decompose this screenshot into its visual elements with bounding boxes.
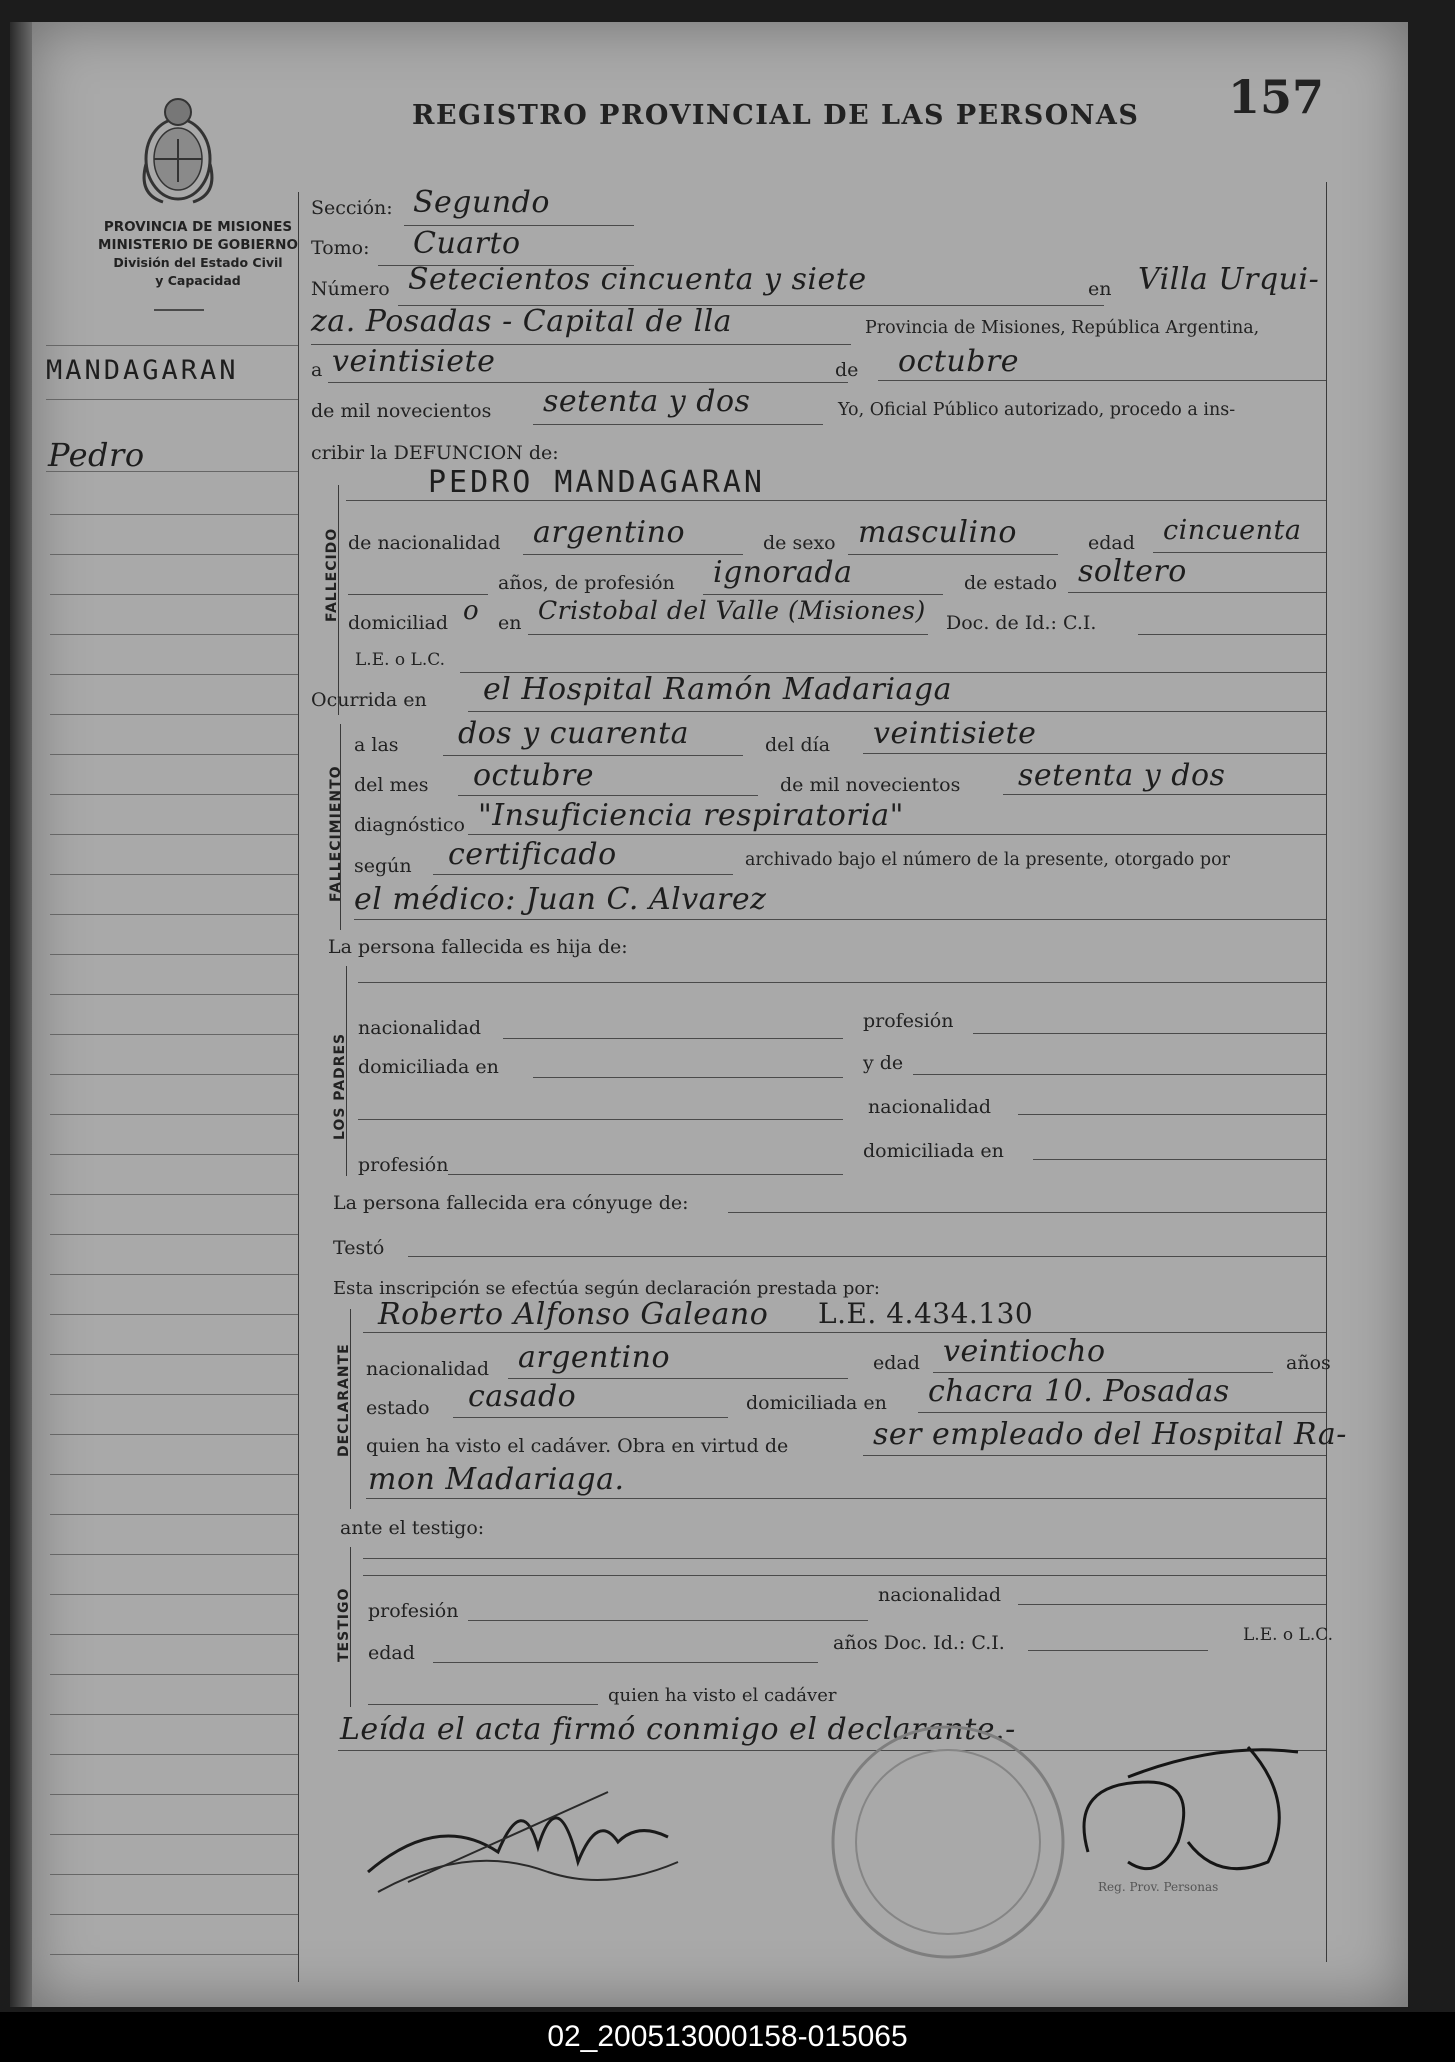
de-mil-label: de mil novecientos xyxy=(311,400,492,422)
nacionalidad-value: argentino xyxy=(533,515,686,550)
a-las-label: a las xyxy=(354,734,399,756)
declarante-name: Roberto Alfonso Galeano xyxy=(378,1297,769,1332)
en-domicilio-label: en xyxy=(498,612,522,634)
declarante-edad-value: veintiocho xyxy=(943,1334,1106,1369)
obra-virtud-value: ser empleado del Hospital Ra- xyxy=(873,1417,1347,1452)
anos-profesion-label: años, de profesión xyxy=(498,572,675,594)
year-value: setenta y dos xyxy=(543,384,751,419)
medico-value: el médico: Juan C. Alvarez xyxy=(354,882,767,917)
archivado-text: archivado bajo el número de la presente, otorgado por xyxy=(745,850,1230,870)
side-label-fallecimiento: FALLECIMIENTO xyxy=(328,765,344,902)
madre-profesion-label: profesión xyxy=(358,1154,449,1176)
estado-value: soltero xyxy=(1078,554,1187,589)
declarante-nacionalidad-value: argentino xyxy=(518,1340,671,1375)
obra-virtud-continued: mon Madariaga. xyxy=(368,1462,625,1497)
seal-underline xyxy=(154,309,204,311)
hora-value: dos y cuarenta xyxy=(458,716,690,751)
declarante-estado-line xyxy=(453,1417,728,1418)
inscripcion-text: Esta inscripción se efectúa según declaración prestada por: xyxy=(333,1278,880,1299)
nacionalidad-label: de nacionalidad xyxy=(348,532,501,554)
a-day-line xyxy=(328,382,848,383)
padre-profesion-line xyxy=(973,1033,1326,1034)
seal-ministry: MINISTERIO DE GOBIERNO xyxy=(98,237,298,253)
margin-ruled-line xyxy=(50,1914,298,1915)
margin-ruled-line xyxy=(50,954,298,955)
declarante-edad-label: edad xyxy=(873,1352,920,1374)
margin-ruled-line xyxy=(50,794,298,795)
seccion-label: Sección: xyxy=(311,197,393,219)
seccion-value: Segundo xyxy=(413,185,550,220)
declarante-nacionalidad-label: nacionalidad xyxy=(366,1358,490,1380)
ano-fallecimiento-value: setenta y dos xyxy=(1018,758,1226,793)
ocurrida-value: el Hospital Ramón Madariaga xyxy=(483,672,953,707)
profesion-value: ignorada xyxy=(713,555,853,590)
margin-ruled-line xyxy=(50,1714,298,1715)
declarante-domicilio-label: domiciliada en xyxy=(746,1392,887,1414)
margin-ruled-line xyxy=(50,1634,298,1635)
sexo-line xyxy=(848,554,1058,555)
padre-nacionalidad-label: nacionalidad xyxy=(358,1017,482,1039)
issuing-office xyxy=(68,218,328,290)
margin-ruled-line xyxy=(50,1074,298,1075)
madre-profesion-line xyxy=(448,1174,843,1175)
registry-stamp xyxy=(818,1712,1078,1972)
domicilio-line xyxy=(528,634,928,635)
segun-line xyxy=(433,874,733,875)
testigo-doc-label: años Doc. Id.: C.I. xyxy=(833,1632,1005,1654)
del-dia-label: del día xyxy=(765,734,831,756)
cribir-text: cribir la DEFUNCION de: xyxy=(311,442,559,464)
testigo-profesion-line xyxy=(468,1620,868,1621)
margin-ruled-line xyxy=(50,1514,298,1515)
margin-ruled-line xyxy=(50,754,298,755)
dia-line xyxy=(863,753,1326,754)
declarante-domicilio-value: chacra 10. Posadas xyxy=(928,1374,1230,1409)
margin-ruled-line xyxy=(50,1554,298,1555)
segun-value: certificado xyxy=(448,837,617,872)
de-month-value: octubre xyxy=(898,344,1020,379)
estado-line xyxy=(1068,592,1326,593)
margin-ruled-line xyxy=(50,1114,298,1115)
domiciliado-suffix: o xyxy=(463,596,480,626)
domicilio-value: Cristobal del Valle (Misiones) xyxy=(538,596,926,625)
testigo-nacionalidad-label: nacionalidad xyxy=(878,1584,1002,1606)
madre-domicilio-label: domiciliada en xyxy=(863,1140,1004,1162)
padres-extra-line xyxy=(358,1119,843,1120)
margin-ruled-line xyxy=(50,1674,298,1675)
testigo-name-line-1 xyxy=(363,1558,1326,1559)
margin-line xyxy=(46,345,298,346)
testigo-nacionalidad-line xyxy=(1018,1604,1326,1605)
deceased-name-line xyxy=(346,500,1326,501)
margin-ruled-line xyxy=(50,594,298,595)
margin-ruled-line xyxy=(50,1234,298,1235)
margin-ruled-line xyxy=(50,1034,298,1035)
en-place-value: Villa Urqui- xyxy=(1138,262,1320,297)
segun-label: según xyxy=(354,855,412,877)
diagnostico-line xyxy=(468,834,1326,835)
testigo-name-line-2 xyxy=(363,1575,1326,1576)
official-signature xyxy=(1068,1722,1328,1892)
quien-visto-label: quien ha visto el cadáver. Obra en virtud de xyxy=(366,1435,789,1457)
a-label: a xyxy=(311,359,323,381)
hija-de-label: La persona fallecida es hija de: xyxy=(328,936,628,958)
madre-nacionalidad-line xyxy=(1018,1114,1326,1115)
en-place-continued: za. Posadas - Capital de lla xyxy=(311,304,733,339)
side-label-fallecido: FALLECIDO xyxy=(324,527,340,622)
declarante-estado-value: casado xyxy=(468,1379,577,1414)
padre-domicilio-line xyxy=(533,1077,843,1078)
tomo-label: Tomo: xyxy=(311,237,370,259)
testigo-profesion-label: profesión xyxy=(368,1600,459,1622)
margin-ruled-line xyxy=(50,1274,298,1275)
image-caption: 02_200513000158-015065 xyxy=(0,2012,1455,2062)
margin-ruled-line xyxy=(50,1794,298,1795)
testo-label: Testó xyxy=(333,1237,385,1259)
numero-label: Número xyxy=(311,278,390,300)
margin-rule xyxy=(298,192,299,1982)
testigo-edad-line xyxy=(433,1662,818,1663)
obra-virtud-line xyxy=(863,1455,1326,1456)
seal-province: PROVINCIA DE MISIONES xyxy=(103,219,293,235)
oficial-text: Yo, Oficial Público autorizado, procedo a ins- xyxy=(838,400,1236,420)
margin-ruled-line xyxy=(50,1954,298,1955)
margin-ruled-line xyxy=(50,1754,298,1755)
declarante-estado-label: estado xyxy=(366,1397,430,1419)
madre-domicilio-line xyxy=(1033,1159,1326,1160)
declarante-edad-line xyxy=(933,1372,1273,1373)
margin-ruled-line xyxy=(50,1434,298,1435)
declarante-name-line xyxy=(363,1332,1326,1333)
doc-id-label: Doc. de Id.: C.I. xyxy=(946,612,1097,634)
ante-testigo-label: ante el testigo: xyxy=(340,1517,485,1539)
seal-capacity: y Capacidad xyxy=(155,273,241,288)
padre-nacionalidad-line xyxy=(503,1038,843,1039)
ocurrida-label: Ocurrida en xyxy=(311,689,427,711)
conyuge-line xyxy=(728,1212,1326,1213)
madre-name-line xyxy=(913,1074,1326,1075)
seal-division: División del Estado Civil xyxy=(113,255,283,270)
padre-name-line xyxy=(358,982,1326,983)
declarant-signature xyxy=(348,1752,768,1912)
testigo-doc-line xyxy=(1028,1650,1208,1651)
tomo-value: Cuarto xyxy=(413,226,521,261)
ano-fallecimiento-line xyxy=(1003,794,1326,795)
body-right-rule xyxy=(1326,182,1327,1962)
sexo-label: de sexo xyxy=(763,532,836,554)
margin-ruled-line xyxy=(50,1354,298,1355)
diagnostico-value: "Insuficiencia respiratoria" xyxy=(478,798,904,833)
testigo-cadaver-label: quien ha visto el cadáver xyxy=(608,1685,837,1706)
margin-ruled-line xyxy=(50,1594,298,1595)
padre-domicilio-label: domiciliada en xyxy=(358,1056,499,1078)
sexo-value: masculino xyxy=(858,515,1017,550)
margin-ruled-line xyxy=(50,674,298,675)
edad-line xyxy=(1153,552,1326,553)
obra-virtud-line-2 xyxy=(366,1498,1326,1499)
edad-value: cincuenta xyxy=(1163,515,1302,546)
testigo-le-lc-label: L.E. o L.C. xyxy=(1243,1625,1334,1645)
madre-nacionalidad-label: nacionalidad xyxy=(868,1096,992,1118)
nacionalidad-line xyxy=(523,554,743,555)
padre-profesion-label: profesión xyxy=(863,1010,954,1032)
stamp-text: Reg. Prov. Personas xyxy=(1098,1880,1219,1894)
page-title: REGISTRO PROVINCIAL DE LAS PERSONAS xyxy=(412,100,1140,131)
margin-line xyxy=(46,399,298,400)
year-line xyxy=(533,424,823,425)
en-label: en xyxy=(1088,278,1112,300)
de-month-line xyxy=(878,380,1326,381)
declarante-domicilio-line xyxy=(918,1412,1326,1413)
national-coat-of-arms-icon xyxy=(123,84,233,214)
declarante-anos-label: años xyxy=(1286,1352,1331,1374)
side-label-padres: LOS PADRES xyxy=(332,1032,348,1140)
numero-value: Setecientos cincuenta y siete xyxy=(408,262,867,297)
dia-value: veintisiete xyxy=(873,716,1037,751)
anos-line xyxy=(348,594,488,595)
hora-line xyxy=(443,755,743,756)
margin-given-name: Pedro xyxy=(48,436,145,474)
margin-ruled-line xyxy=(50,634,298,635)
margin-ruled-line xyxy=(50,714,298,715)
register-page xyxy=(28,22,1408,2007)
margin-ruled-line xyxy=(50,1874,298,1875)
margin-ruled-line xyxy=(50,834,298,835)
estado-label: de estado xyxy=(964,572,1058,594)
margin-ruled-line xyxy=(50,1154,298,1155)
domiciliad-label: domiciliad xyxy=(348,612,449,634)
diagnostico-label: diagnóstico xyxy=(354,814,465,836)
mes-value: octubre xyxy=(473,758,595,793)
margin-ruled-line xyxy=(50,1194,298,1195)
province-label: Provincia de Misiones, República Argentina, xyxy=(865,318,1260,338)
de-label: de xyxy=(835,359,859,381)
margin-ruled-line xyxy=(50,1834,298,1835)
margin-ruled-line xyxy=(50,554,298,555)
declarante-doc: L.E. 4.434.130 xyxy=(818,1297,1034,1330)
deceased-name: PEDRO MANDAGARAN xyxy=(428,465,765,500)
margin-surname: MANDAGARAN xyxy=(46,355,239,386)
side-label-testigo: TESTIGO xyxy=(336,1587,352,1662)
margin-ruled-line xyxy=(50,914,298,915)
testo-line xyxy=(408,1256,1326,1257)
margin-ruled-line xyxy=(50,1474,298,1475)
side-label-declarante: DECLARANTE xyxy=(336,1343,352,1457)
conyuge-label: La persona fallecida era cónyuge de: xyxy=(333,1192,689,1214)
del-mes-label: del mes xyxy=(354,774,429,796)
le-lc-label: L.E. o L.C. xyxy=(355,650,446,670)
a-day-value: veintisiete xyxy=(332,344,496,379)
testigo-edad-label: edad xyxy=(368,1642,415,1664)
ocurrida-line xyxy=(468,711,1326,712)
testigo-extra-line xyxy=(368,1704,598,1705)
profesion-line xyxy=(703,594,943,595)
margin-ruled-line xyxy=(50,1314,298,1315)
doc-id-line xyxy=(1138,634,1326,635)
mes-line xyxy=(458,795,758,796)
page-number: 157 xyxy=(1228,70,1325,124)
closing-statement: Leída el acta firmó conmigo el declarante.- xyxy=(340,1712,1016,1747)
margin-line xyxy=(46,471,298,472)
margin-ruled-line xyxy=(50,994,298,995)
margin-ruled-line xyxy=(50,874,298,875)
de-mil-novecientos-label: de mil novecientos xyxy=(780,774,961,796)
medico-line xyxy=(354,919,1326,920)
margin-ruled-line xyxy=(50,514,298,515)
edad-label: edad xyxy=(1088,532,1135,554)
y-de-label: y de xyxy=(863,1052,904,1074)
margin-ruled-line xyxy=(50,1394,298,1395)
